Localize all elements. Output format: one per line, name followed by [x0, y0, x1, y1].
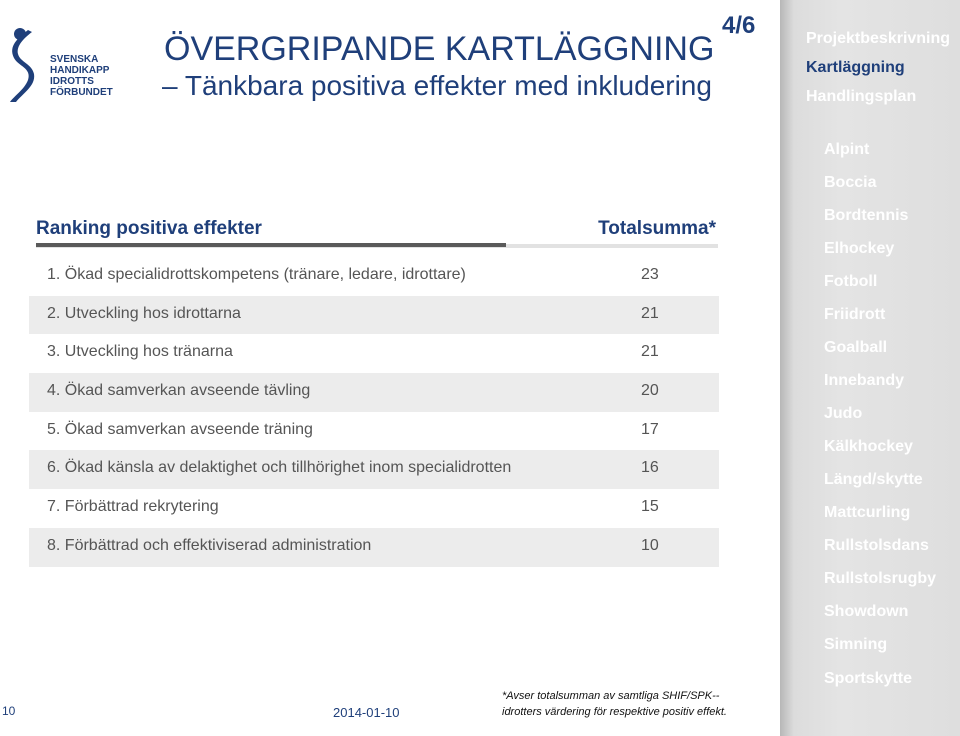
row-value: 21 [641, 343, 659, 361]
row-value: 20 [641, 382, 659, 400]
row-value: 17 [641, 420, 659, 438]
footnote-line: idrotters värdering för respektive positiv effekt. [502, 706, 727, 718]
logo-line: HANDIKAPP [50, 65, 110, 76]
nav-item-kartlaggning[interactable]: Kartläggning [806, 59, 905, 76]
row-label: 1. Ökad specialidrottskompetens (tränare, ledare, idrottare) [47, 266, 466, 283]
logo-line: SVENSKA [50, 54, 99, 65]
table-row [29, 450, 719, 489]
row-label: 5. Ökad samverkan avseende träning [47, 420, 313, 438]
sport-link-alpint[interactable]: Alpint [824, 141, 870, 158]
nav-item-handlingsplan[interactable]: Handlingsplan [806, 88, 917, 105]
table-row [29, 528, 719, 567]
row-label: 3. Utveckling hos tränarna [47, 343, 233, 361]
row-value: 10 [641, 536, 659, 554]
sport-link-bordtennis[interactable]: Bordtennis [824, 207, 909, 224]
table-row [29, 412, 719, 451]
row-label: 4. Ökad samverkan avseende tävling [47, 382, 311, 400]
logo-figure-icon [6, 24, 50, 104]
logo-line: IDROTTS [50, 76, 94, 87]
table-row [29, 257, 719, 296]
nav-item-projektbeskrivning[interactable]: Projektbeskrivning [806, 30, 951, 47]
sport-link-showdown[interactable]: Showdown [824, 603, 909, 620]
row-value: 16 [641, 459, 659, 477]
sport-link-simning[interactable]: Simning [824, 636, 888, 653]
logo-wordmark [50, 54, 113, 98]
sport-link-boccia[interactable]: Boccia [824, 174, 877, 191]
sport-link-goalball[interactable]: Goalball [824, 339, 888, 356]
row-value: 15 [641, 498, 659, 516]
sport-link-fotboll[interactable]: Fotboll [824, 273, 878, 290]
sport-link-innebandy[interactable]: Innebandy [824, 372, 905, 389]
row-value: 23 [641, 266, 659, 283]
row-label: 8. Förbättrad och effektiviserad administration [47, 536, 372, 554]
column-header-ranking: Ranking positiva effekter [36, 218, 262, 239]
sport-link-mattcurling[interactable]: Mattcurling [824, 504, 911, 521]
footnote [502, 688, 772, 720]
table-row [29, 489, 719, 528]
footnote-line: *Avser totalsumman av samtliga SHIF/SPK-- [502, 690, 720, 702]
sport-link-langd-skytte[interactable]: Längd/skytte [824, 471, 923, 488]
sidebar [780, 0, 960, 736]
row-label: 2. Utveckling hos idrottarna [47, 304, 241, 322]
row-label: 7. Förbättrad rekrytering [47, 498, 219, 516]
logo-line: FÖRBUNDET [50, 87, 113, 98]
footer-date: 2014-01-10 [333, 705, 400, 720]
sport-link-friidrott[interactable]: Friidrott [824, 306, 886, 323]
sport-link-rullstolsrugby[interactable]: Rullstolsrugby [824, 570, 937, 587]
page-subtitle: – Tänkbara positiva effekter med inkludering [162, 70, 712, 101]
table-header [36, 218, 716, 246]
ranking-table [29, 257, 719, 567]
sport-link-rullstolsdans[interactable]: Rullstolsdans [824, 537, 929, 554]
column-header-total: Totalsumma* [598, 218, 716, 239]
sport-link-elhockey[interactable]: Elhockey [824, 240, 895, 257]
row-label: 6. Ökad känsla av delaktighet och tillhörighet inom specialidrotten [47, 459, 512, 477]
table-row [29, 373, 719, 412]
sport-link-kalkhockey[interactable]: Kälkhockey [824, 438, 913, 455]
shif-logo [6, 24, 113, 104]
sport-link-judo[interactable]: Judo [824, 405, 863, 422]
slide-number: 10 [2, 704, 16, 718]
table-row [29, 296, 719, 335]
page-title: ÖVERGRIPANDE KARTLÄGGNING [164, 30, 715, 68]
header-divider-accent [36, 243, 506, 247]
sport-link-sportskytte[interactable]: Sportskytte [824, 670, 913, 687]
page-indicator: 4/6 [722, 12, 756, 39]
table-row [29, 334, 719, 373]
row-value: 21 [641, 304, 659, 322]
